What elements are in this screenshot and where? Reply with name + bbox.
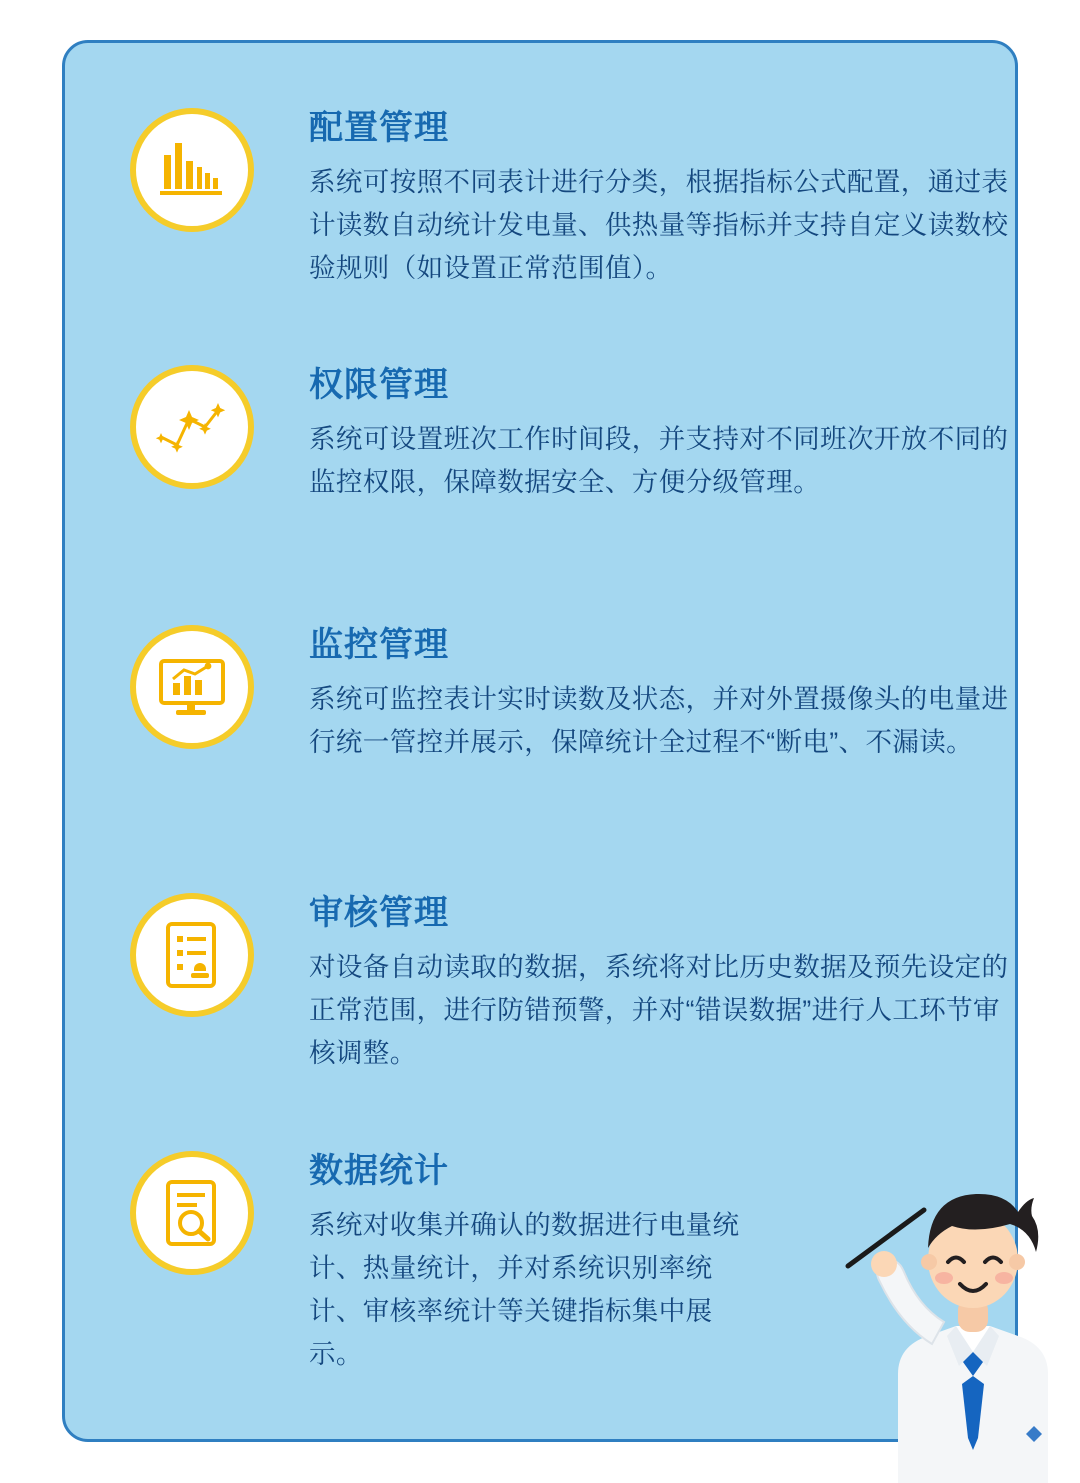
feature-item-config [130, 108, 1009, 290]
feature-title: 监控管理 [309, 626, 449, 664]
feature-text [309, 108, 1009, 290]
feature-item-audit [130, 893, 1009, 1075]
document-search-icon [130, 1151, 254, 1275]
feature-body: 系统可设置班次工作时间段，并支持对不同班次开放不同的监控权限，保障数据安全、方便分级管理。 [309, 423, 1009, 497]
feature-body: 系统可按照不同表计进行分类，根据指标公式配置，通过表计读数自动统计发电量、供热量等指标并支持自定义读数校验规则（如设置正常范围值）。 [309, 166, 1009, 283]
document-stamp-icon [130, 893, 254, 1017]
feature-text [309, 365, 1009, 504]
bar-chart-icon [130, 108, 254, 232]
presenter-character [840, 1138, 1070, 1483]
feature-text [309, 1151, 749, 1375]
feature-body: 对设备自动读取的数据，系统将对比历史数据及预先设定的正常范围，进行防错预警，并对“错误数据”进行人工环节审核调整。 [309, 951, 1009, 1068]
feature-item-monitor [130, 625, 1009, 764]
feature-item-statistics [130, 1151, 749, 1375]
feature-title: 数据统计 [309, 1152, 449, 1190]
monitor-chart-icon [130, 625, 254, 749]
feature-title: 权限管理 [309, 366, 449, 404]
feature-text [309, 893, 1009, 1075]
feature-title: 审核管理 [309, 894, 449, 932]
feature-text [309, 625, 1009, 764]
feature-body: 系统对收集并确认的数据进行电量统计、热量统计，并对系统识别率统计、审核率统计等关键指标集中展示。 [309, 1209, 740, 1369]
feature-item-permission [130, 365, 1009, 504]
feature-title: 配置管理 [309, 109, 449, 147]
network-nodes-icon [130, 365, 254, 489]
feature-body: 系统可监控表计实时读数及状态，并对外置摄像头的电量进行统一管控并展示，保障统计全过程不“断电”、不漏读。 [309, 683, 1009, 757]
